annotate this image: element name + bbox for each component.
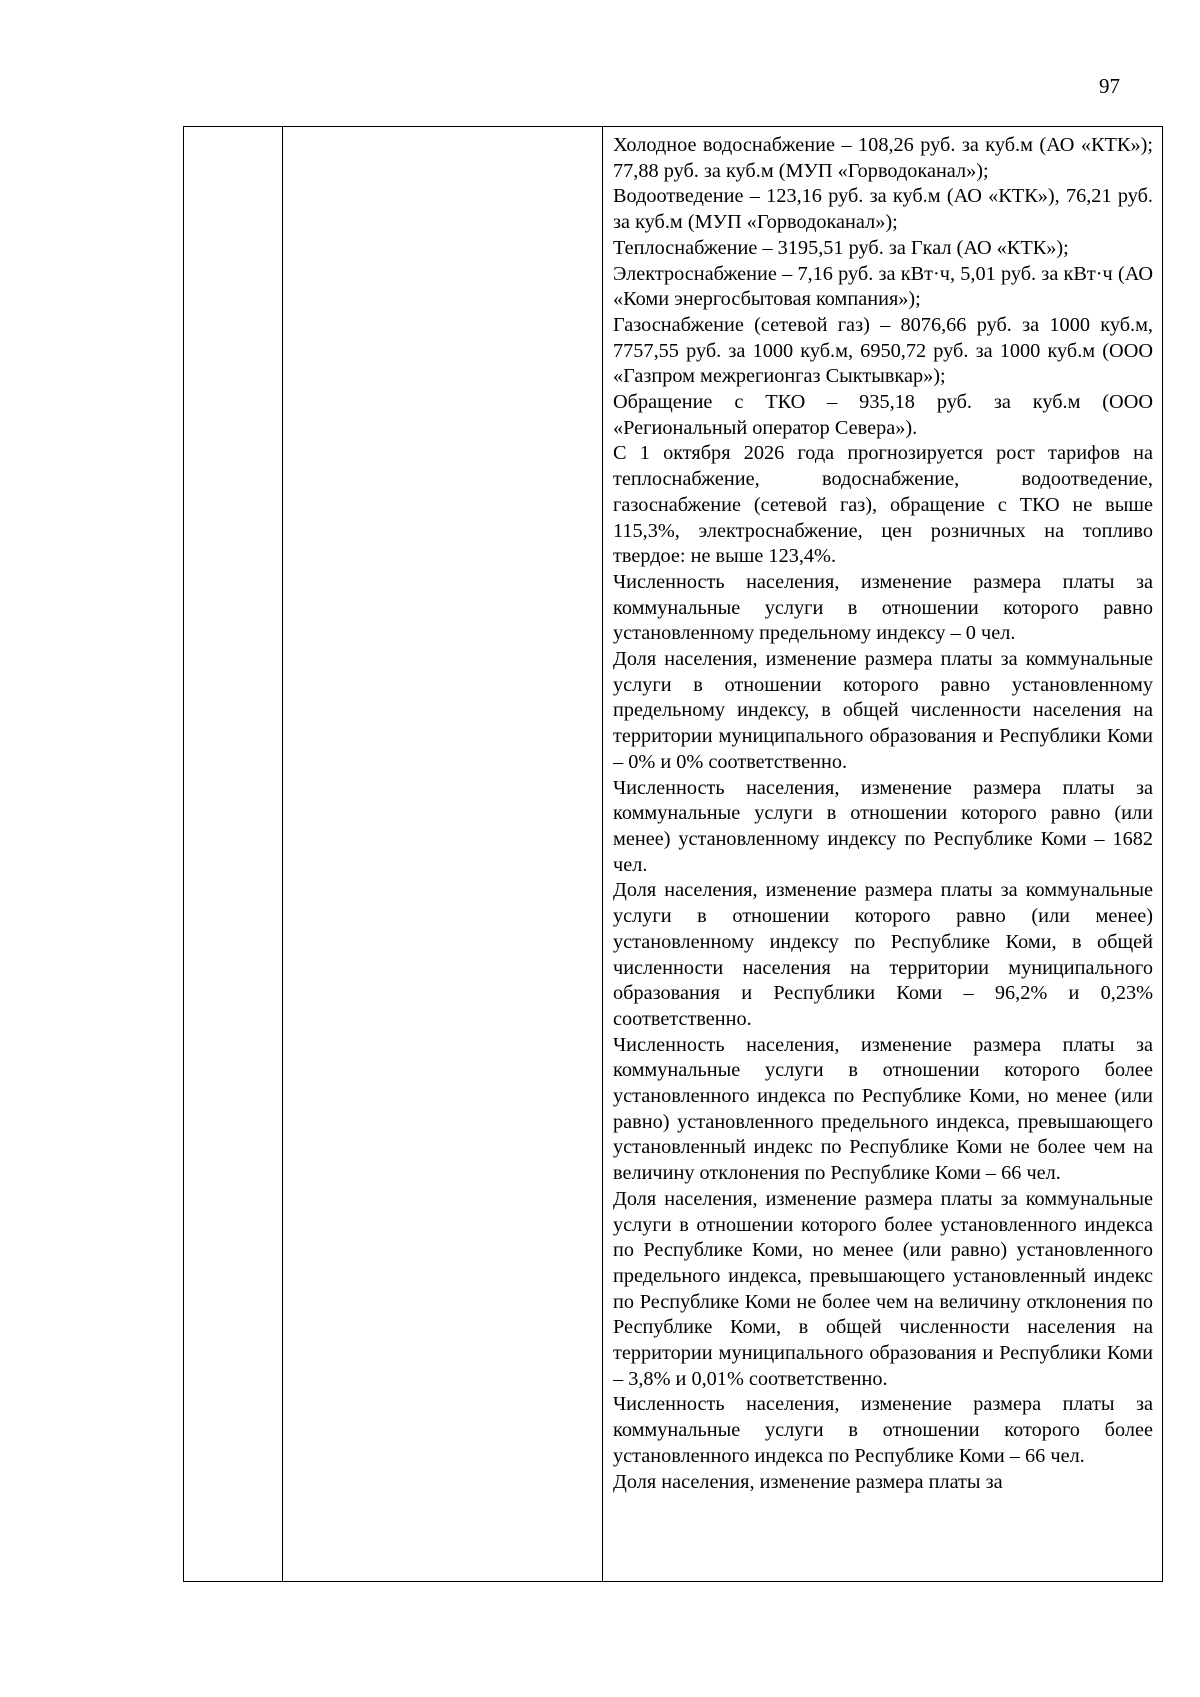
paragraph-sewerage: Водоотведение – 123,16 руб. за куб.м (АО «КТК»), 76,21 руб. за куб.м (МУП «Горводоканал»); [613,185,1153,234]
paragraph-solid-waste: Обращение с ТКО – 935,18 руб. за куб.м (ООО «Региональный оператор Севера»). [613,391,1153,439]
paragraph-population-within-deviation: Численность населения, изменение размера платы за коммунальные услуги в отношении которого более установленного индекса по Республике Коми, но менее (или равно) установленного предельного индекса, превышающего установленный индекс по Республике Коми не более чем на величину отклонения по Республике Коми – 66 чел. [613,1033,1153,1185]
paragraph-population-below-index: Численность населения, изменение размера платы за коммунальные услуги в отношении которого равно (или менее) установленному индексу по Республике Коми – 1682 чел. [613,776,1153,876]
paragraph-population-above-index: Численность населения, изменение размера платы за коммунальные услуги в отношении которого более установленного индекса по Республике Коми – 66 чел. [613,1393,1153,1467]
page-number: 97 [1099,74,1120,98]
table-cell-column-3 [613,133,1153,1581]
paragraph-gas-supply: Газоснабжение (сетевой газ) – 8076,66 руб. за 1000 куб.м, 7757,55 руб. за 1000 куб.м, 6950,72 руб. за 1000 куб.м (ООО «Газпром межрегионгаз Сыктывкар»); [613,313,1153,388]
column-divider [602,127,603,1581]
paragraph-population-limit-index: Численность населения, изменение размера платы за коммунальные услуги в отношении которого равно установленному предельному индексу – 0 чел. [613,570,1153,645]
paragraph-electricity: Электроснабжение – 7,16 руб. за кВт·ч, 5,01 руб. за кВт·ч (АО «Коми энергосбытовая компания»); [613,262,1153,311]
paragraph-heat-supply: Теплоснабжение – 3195,51 руб. за Гкал (АО «КТК»); [613,236,1069,259]
table-cell-column-2 [283,127,602,1581]
paragraph-tariff-forecast: С 1 октября 2026 года прогнозируется рост тарифов на теплоснабжение, водоснабжение, водоотведение, газоснабжение (сетевой газ), обращение с ТКО не выше 115,3%, электроснабжение, цен розничных на топливо твердое: не выше 123,4%. [613,442,1153,568]
document-table [183,126,1163,1582]
paragraph-share-limit-index: Доля населения, изменение размера платы за коммунальные услуги в отношении которого равно установленному предельному индексу, в общей численности населения на территории муниципального образования и Республики Коми – 0% и 0% соответственно. [613,648,1153,773]
paragraph-share-within-deviation: Доля населения, изменение размера платы за коммунальные услуги в отношении которого более установленного индекса по Республике Коми, но менее (или равно) установленного предельного индекса, превышающего установленный индекс по Республике Коми не более чем на величину отклонения по Республике Коми, в общей численности населения на территории муниципального образования и Республики Коми – 3,8% и 0,01% соответственно. [613,1187,1153,1390]
paragraph-cold-water: Холодное водоснабжение – 108,26 руб. за куб.м (АО «КТК»); 77,88 руб. за куб.м (МУП «Горводоканал»); [613,134,1153,182]
paragraph-share-above-index: Доля населения, изменение размера платы за [613,1470,1003,1493]
table-cell-column-1 [184,127,282,1581]
paragraph-share-below-index: Доля населения, изменение размера платы за коммунальные услуги в отношении которого равно (или менее) установленному индексу по Республике Коми, в общей численности населения на территории муниципального образования и Республики Коми – 96,2% и 0,23% соответственно. [613,879,1153,1030]
